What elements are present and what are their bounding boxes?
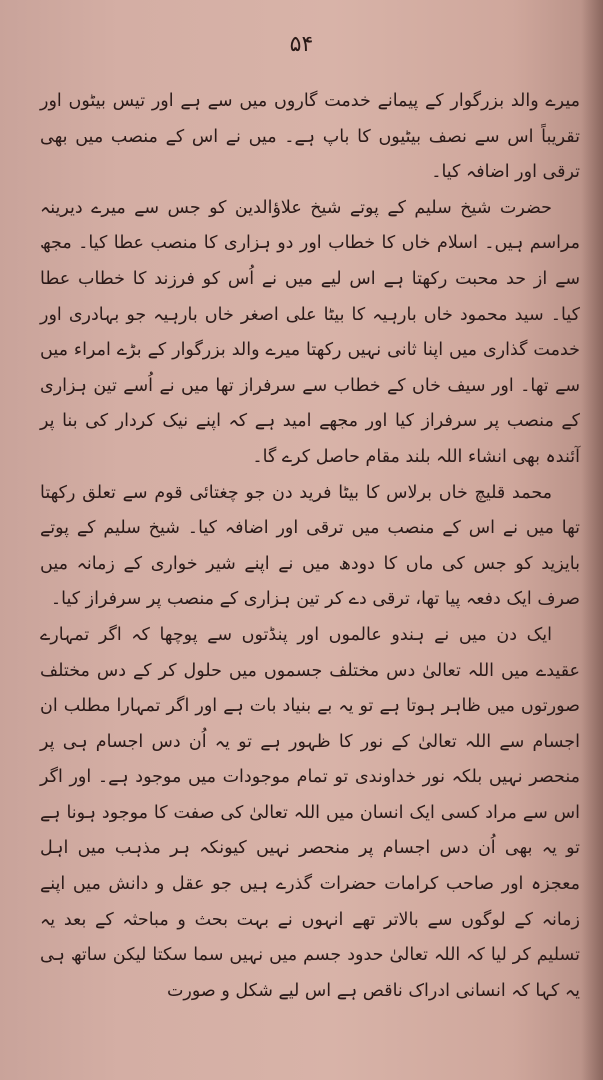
paragraph-4: ایک دن میں نے ہندو عالموں اور پنڈتوں سے پوچھا کہ اگر تمہارے عقیدے میں اللہ تعالیٰ دس مختلف جسموں میں حلول کر کے دس مختلف صورتوں میں ظاہر ہوتا ہے تو یہ بے بنیاد بات ہے اور اگر تمہارا مطلب ان اجسام سے اللہ تعالیٰ کے نور کا ظہور ہے تو یہ اُن دس اجسام ہی پر منحصر نہیں بلکہ نور خداوندی تو تمام موجودات میں موجود ہے۔ اور اگر اس سے مراد کسی ایک انسان میں اللہ تعالیٰ کی صفت کا موجود ہونا ہے تو یہ بھی اُن دس اجسام پر منحصر نہیں کیونکہ ہر مذہب میں اہل معجزہ اور صاحب کرامات حضرات گذرے ہیں جو عقل و دانش میں اپنے زمانہ کے لوگوں سے بالاتر تھے انہوں نے بہت بحث و مباحثہ کے بعد یہ تسلیم کر لیا کہ اللہ تعالیٰ حدود جسم میں نہیں سما سکتا لیکن ساتھ ہی یہ کہا کہ انسانی ادراک ناقص ہے اس لیے شکل و صورت [40, 624, 580, 1001]
paragraph-3: محمد قلیچ خاں برلاس کا بیٹا فرید دن جو چغتائی قوم سے تعلق رکھتا تھا میں نے اس کے منصب میں ترقی اور اضافہ کیا۔ شیخ سلیم کے پوتے بایزید کو جس کی ماں کا دودھ میں نے اپنے شیر خواری کے زمانہ میں صرف ایک دفعہ پیا تھا، ترقی دے کر تین ہزاری کے منصب پر سرفراز کیا۔ [40, 482, 580, 610]
page-body [40, 84, 580, 1009]
page-number: ۵۴ [289, 32, 314, 57]
paragraph-2: حضرت شیخ سلیم کے پوتے شیخ علاؤالدین کو جس سے میرے دیرینہ مراسم ہیں۔ اسلام خاں کا خطاب اور دو ہزاری کا منصب عطا کیا۔ مجھ سے از حد محبت رکھتا ہے اس لیے میں نے اُس کو فرزند کا خطاب عطا کیا۔ سید محمود خاں بارہیہ کا بیٹا علی اصغر خاں بارہیہ جو بہادری اور خدمت گذاری میں اپنا ثانی نہیں رکھتا میرے والد بزرگوار کے بڑے امراء میں سے تھا۔ اور سیف خاں کے خطاب سے سرفراز تھا میں نے اُسے تین ہزاری کے منصب پر سرفراز کیا اور مجھے امید ہے کہ اپنے نیک کردار کی بنا پر آئندہ بھی انشاء اللہ بلند مقام حاصل کرے گا۔ [40, 197, 580, 467]
paragraph-1: میرے والد بزرگوار کے پیمانے خدمت گاروں میں سے ہے اور تیس بیٹوں اور تقریباً اس سے نصف بیٹیوں کا باپ ہے۔ میں نے اس کے منصب میں بھی ترقی اور اضافہ کیا۔ [40, 91, 580, 183]
page-edge-shadow [581, 0, 603, 1080]
